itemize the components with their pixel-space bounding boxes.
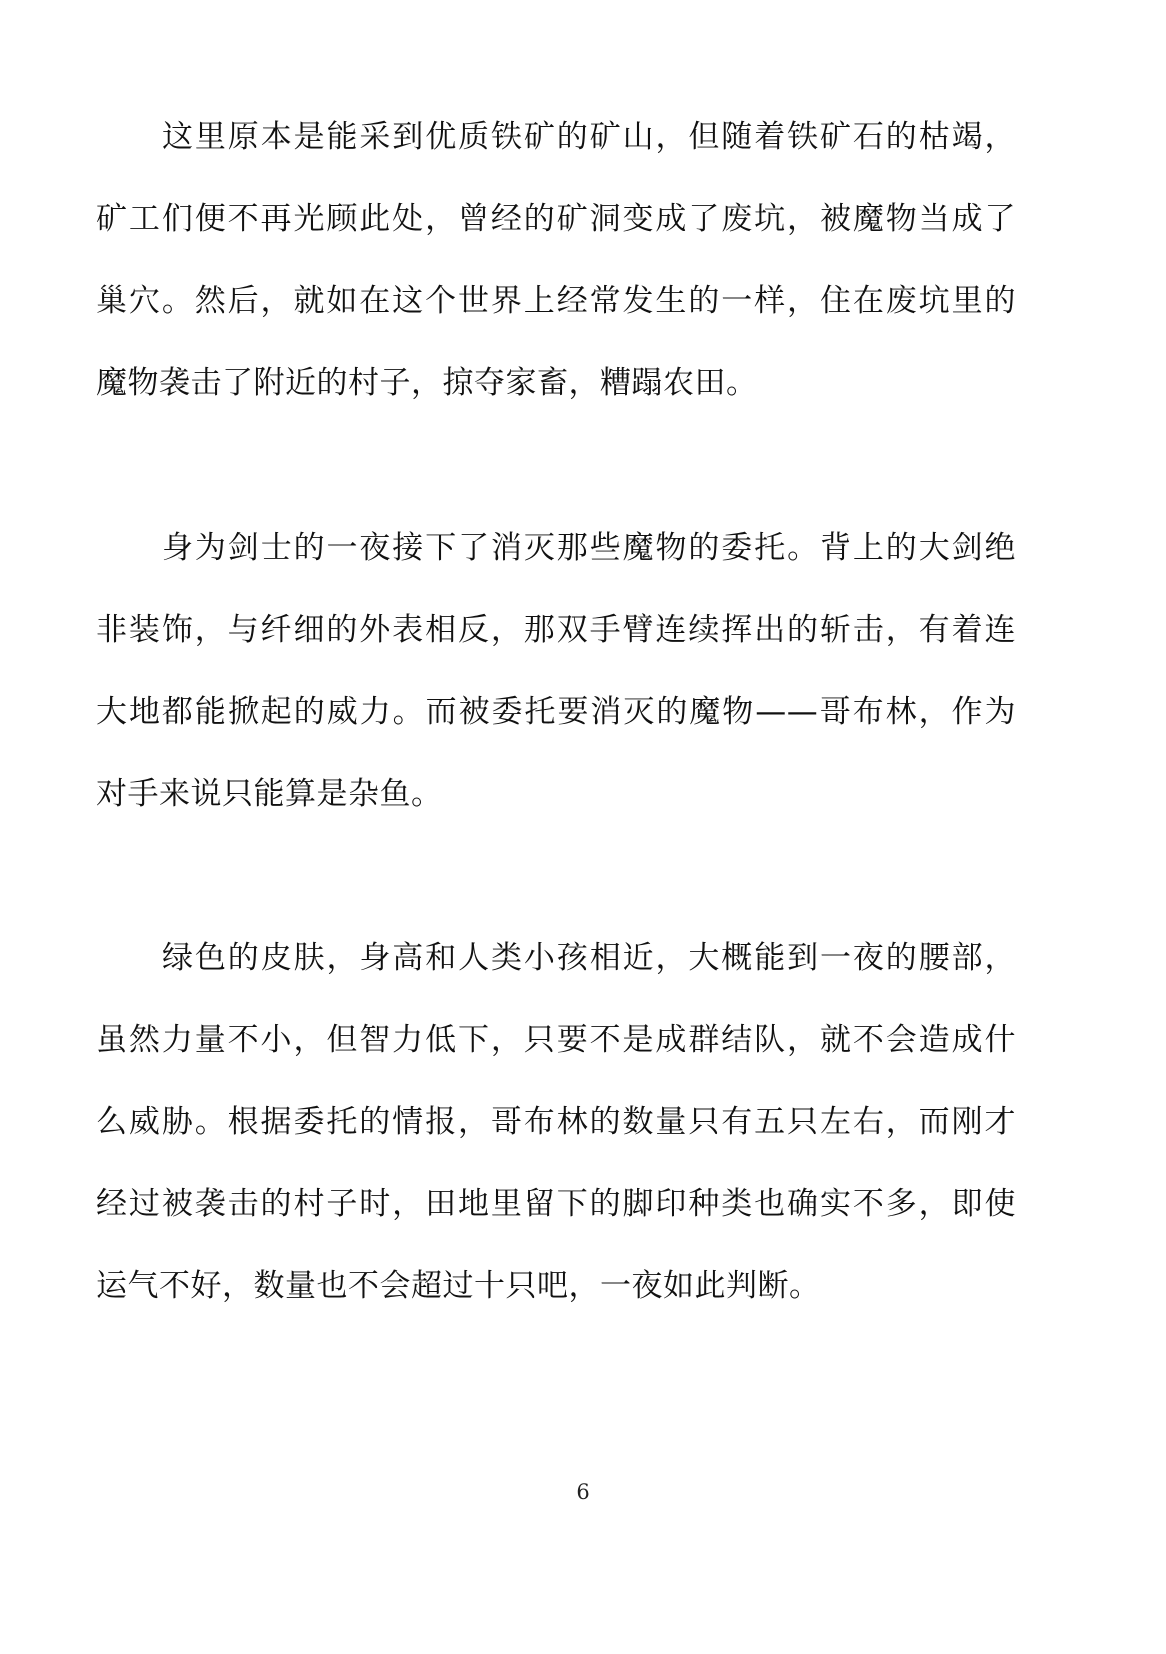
- paragraph-3: [96, 917, 1016, 1327]
- paragraph-line: 么威胁。根据委托的情报，哥布林的数量只有五只左右，而刚才: [96, 1104, 1016, 1140]
- paragraph-line: 巢穴。然后，就如在这个世界上经常发生的一样，住在废坑里的: [96, 283, 1016, 319]
- paragraph-line: 对手来说只能算是杂鱼。: [96, 776, 443, 812]
- paragraph-line: 经过被袭击的村子时，田地里留下的脚印种类也确实不多，即使: [96, 1186, 1016, 1222]
- paragraph-line: 这里原本是能采到优质铁矿的矿山，但随着铁矿石的枯竭，: [162, 119, 1016, 155]
- paragraph-1: [96, 96, 1016, 424]
- paragraph-line: 虽然力量不小，但智力低下，只要不是成群结队，就不会造成什: [96, 1022, 1016, 1058]
- paragraph-line: 大地都能掀起的威力。而被委托要消灭的魔物——哥布林，作为: [96, 694, 1016, 730]
- paragraph-line: 身为剑士的一夜接下了消灭那些魔物的委托。背上的大剑绝: [162, 530, 1016, 566]
- paragraph-line: 非装饰，与纤细的外表相反，那双手臂连续挥出的斩击，有着连: [96, 612, 1016, 648]
- paragraph-line: 魔物袭击了附近的村子，掠夺家畜，糟蹋农田。: [96, 365, 758, 401]
- page-number: 6: [576, 1480, 590, 1504]
- paragraph-line: 矿工们便不再光顾此处，曾经的矿洞变成了废坑，被魔物当成了: [96, 201, 1016, 237]
- paragraph-line: 绿色的皮肤，身高和人类小孩相近，大概能到一夜的腰部，: [162, 940, 1016, 976]
- paragraph-line: 运气不好，数量也不会超过十只吧，一夜如此判断。: [96, 1268, 821, 1304]
- paragraph-2: [96, 507, 1016, 835]
